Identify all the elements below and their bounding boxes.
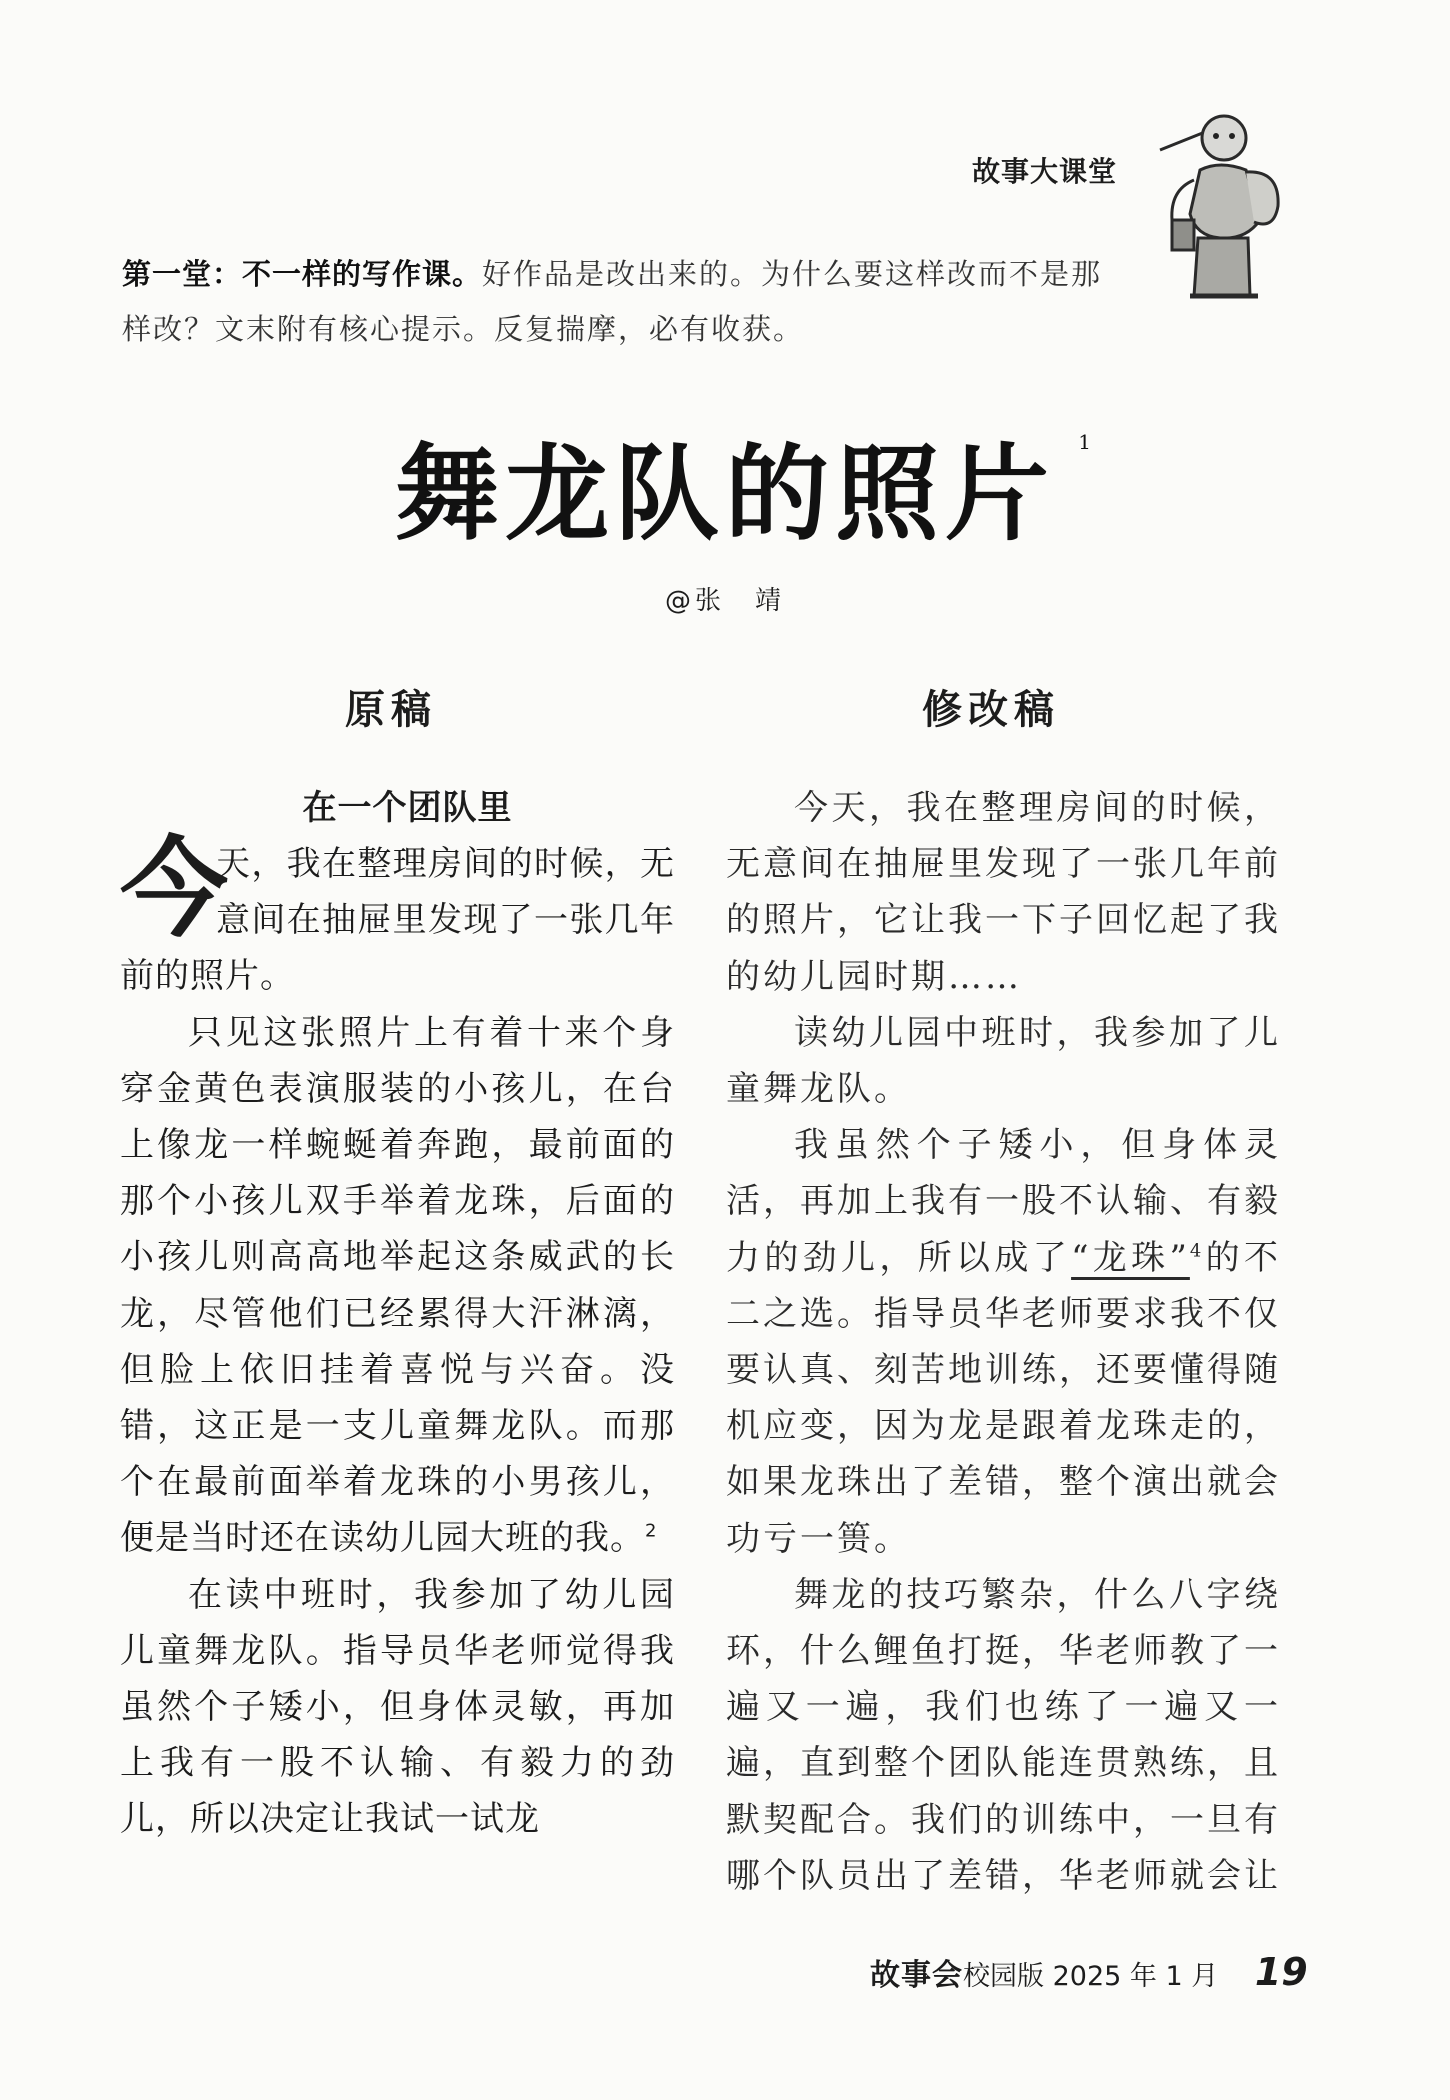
- revised-paragraph-1: 今天，我在整理房间的时候，无意间在抽屉里发现了一张几年前的照片，它让我一下子回忆起了我的幼儿园时期……: [726, 788, 1281, 997]
- revised-paragraph-4: 舞龙的技巧繁杂，什么八字绕环，什么鲤鱼打挺，华老师教了一遍又一遍，我们也练了一遍又一遍，直到整个团队能连贯熟练，且默契配合。我们的训练中，一旦有哪个队员出了差错，华老师就会让: [726, 1574, 1281, 1896]
- original-paragraph-1: 今 天，我在整理房间的时候，无意间在抽屉里发现了一张几年前的照片。: [120, 826, 675, 997]
- article-title-text: 舞龙队的照片: [394, 432, 1055, 555]
- drop-cap: 今: [120, 826, 230, 952]
- section-label: 故事大课堂: [971, 155, 1117, 188]
- revised-heading: 修改稿: [922, 687, 1060, 733]
- issue-date: 2025 年 1 月: [1052, 1961, 1219, 1992]
- author-byline: @张 靖: [664, 586, 785, 616]
- footnote-marker: 2: [645, 1521, 658, 1543]
- original-subtitle: 在一个团队里: [302, 788, 513, 828]
- original-paragraph-2: 只见这张照片上有着十来个身穿金黄色表演服装的小孩儿，在台上像龙一样蜿蜒着奔跑，最前面的那个小孩儿双手举着龙珠，后面的小孩儿则高高地举起这条威武的长龙，尽管他们已经累得大汗淋漓，但脸上依旧挂着喜悦与兴奋。没错，这正是一支儿童舞龙队。而那个在最前面举着龙珠的小男孩儿，便是当时还在读幼儿园大班的我。$^2$: [120, 1012, 675, 1559]
- original-heading: 原稿: [345, 687, 437, 733]
- footnote-marker: 4: [1189, 1240, 1205, 1262]
- revised-paragraph-3: 我虽然个子矮小，但身体灵活，再加上我有一股不认输、有毅力的劲儿，所以成了“龙珠”$^4$的不二之选。指导员华老师要求我不仅要认真、刻苦地训练，还要懂得随机应变，因为龙是跟着龙珠走的，如果龙珠出了差错，整个演出就会功亏一篑。: [726, 1125, 1282, 1559]
- page-number: 19: [1254, 1950, 1308, 1994]
- intro-lead: 第一堂：不一样的写作课。: [122, 257, 483, 291]
- revised-column: [726, 780, 1281, 1904]
- magazine-edition: 校园版: [963, 1961, 1044, 1992]
- intro-text: 好作品是改出来的。为什么要这样改而不是那样改？文末附有核心提示。反复揣摩，必有收获。: [122, 257, 1103, 346]
- page-footer: [870, 1950, 1308, 1994]
- underlined-term: “龙珠”: [1071, 1237, 1190, 1278]
- intro-paragraph: [122, 247, 1122, 357]
- magazine-brand: 故事会: [870, 1958, 963, 1993]
- original-column: [120, 780, 675, 1848]
- carved-figure-illustration: [1150, 110, 1290, 306]
- title-footnote-marker: 1: [1078, 430, 1097, 454]
- article-title: [0, 410, 1450, 560]
- revised-paragraph-2: 读幼儿园中班时，我参加了儿童舞龙队。: [726, 1012, 1281, 1110]
- original-paragraph-3: 在读中班时，我参加了幼儿园儿童舞龙队。指导员华老师觉得我虽然个子矮小，但身体灵敏，再加上我有一股不认输、有毅力的劲儿，所以决定让我试一试龙: [120, 1574, 675, 1840]
